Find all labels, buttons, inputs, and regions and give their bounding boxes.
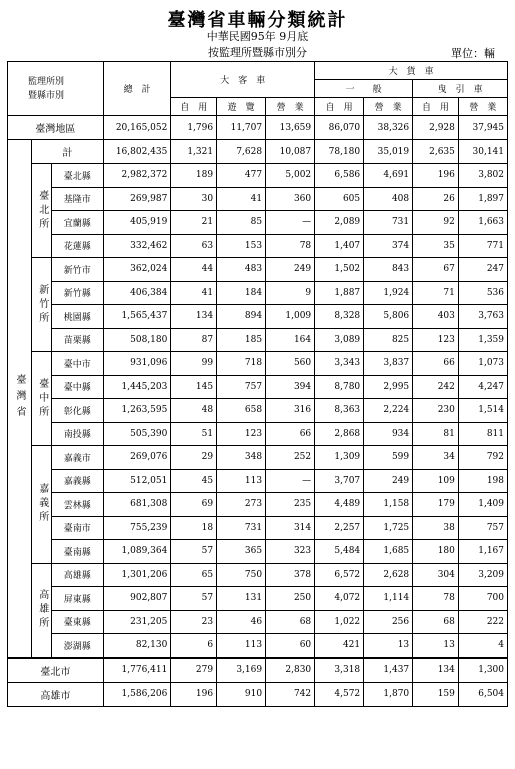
county-name: 苗栗縣: [51, 328, 103, 352]
city-value-3: 742: [266, 682, 315, 706]
unit-label: 單位：輛: [451, 47, 495, 60]
city-row: [8, 682, 508, 706]
county-name: 桃園縣: [51, 305, 103, 329]
county-value-3: 164: [266, 328, 315, 352]
county-value-1: 45: [171, 469, 217, 493]
county-value-7: 1,167: [458, 540, 507, 564]
county-value-4: 1,502: [315, 258, 364, 282]
province-total-value-6: 2,635: [413, 140, 459, 164]
city-value-7: 6,504: [458, 682, 507, 706]
county-value-0: 332,462: [103, 234, 171, 258]
county-value-6: 67: [413, 258, 459, 282]
county-value-7: 1,359: [458, 328, 507, 352]
county-value-3: 249: [266, 258, 315, 282]
county-value-6: 81: [413, 422, 459, 446]
county-value-1: 99: [171, 352, 217, 376]
county-value-6: 13: [413, 634, 459, 658]
county-row: [8, 469, 508, 493]
province-total-value-2: 7,628: [217, 140, 266, 164]
county-value-4: 3,089: [315, 328, 364, 352]
county-value-7: 536: [458, 281, 507, 305]
county-value-1: 51: [171, 422, 217, 446]
city-value-1: 279: [171, 658, 217, 683]
county-value-0: 1,565,437: [103, 305, 171, 329]
province-total-row: [8, 140, 508, 164]
county-value-3: 314: [266, 516, 315, 540]
county-value-6: 304: [413, 563, 459, 587]
city-value-2: 3,169: [217, 658, 266, 683]
taiwan-area-value-3: 13,659: [266, 116, 315, 140]
county-value-3: 360: [266, 187, 315, 211]
county-value-3: 252: [266, 446, 315, 470]
bus-tour-header: 遊 覽: [217, 98, 266, 116]
city-name: 高雄市: [8, 682, 104, 706]
county-row: [8, 234, 508, 258]
county-value-4: 3,343: [315, 352, 364, 376]
county-value-1: 69: [171, 493, 217, 517]
taiwan-area-value-6: 2,928: [413, 116, 459, 140]
county-value-5: 374: [364, 234, 413, 258]
county-value-2: 718: [217, 352, 266, 376]
county-value-5: 2,628: [364, 563, 413, 587]
county-value-3: —: [266, 211, 315, 235]
county-value-3: 316: [266, 399, 315, 423]
county-value-3: 235: [266, 493, 315, 517]
county-value-6: 180: [413, 540, 459, 564]
county-value-1: 145: [171, 375, 217, 399]
county-value-0: 406,384: [103, 281, 171, 305]
county-value-7: 757: [458, 516, 507, 540]
county-value-0: 505,390: [103, 422, 171, 446]
county-name: 臺北縣: [51, 164, 103, 188]
county-value-4: 1,022: [315, 610, 364, 634]
county-value-7: 3,802: [458, 164, 507, 188]
county-value-5: 934: [364, 422, 413, 446]
county-value-7: 3,209: [458, 563, 507, 587]
county-value-5: 2,224: [364, 399, 413, 423]
county-name: 臺東縣: [51, 610, 103, 634]
county-value-5: 731: [364, 211, 413, 235]
county-value-5: 4,691: [364, 164, 413, 188]
county-value-2: 894: [217, 305, 266, 329]
province-label: 臺灣省: [8, 140, 32, 658]
province-total-value-1: 1,321: [171, 140, 217, 164]
county-value-5: 13: [364, 634, 413, 658]
county-value-0: 931,096: [103, 352, 171, 376]
county-value-4: 8,328: [315, 305, 364, 329]
city-row: [8, 658, 508, 683]
county-name: 澎湖縣: [51, 634, 103, 658]
county-value-0: 269,076: [103, 446, 171, 470]
county-value-3: 78: [266, 234, 315, 258]
city-value-2: 910: [217, 682, 266, 706]
county-value-5: 2,995: [364, 375, 413, 399]
county-row: [8, 281, 508, 305]
county-name: 臺中市: [51, 352, 103, 376]
county-name: 雲林縣: [51, 493, 103, 517]
province-total-value-5: 35,019: [364, 140, 413, 164]
county-value-0: 1,089,364: [103, 540, 171, 564]
county-value-4: 8,363: [315, 399, 364, 423]
county-value-5: 1,685: [364, 540, 413, 564]
county-value-6: 242: [413, 375, 459, 399]
taiwan-area-value-4: 86,070: [315, 116, 364, 140]
county-value-6: 196: [413, 164, 459, 188]
county-name: 嘉義縣: [51, 469, 103, 493]
county-row: [8, 375, 508, 399]
county-value-2: 113: [217, 469, 266, 493]
county-value-2: 348: [217, 446, 266, 470]
county-value-1: 57: [171, 540, 217, 564]
city-name: 臺北市: [8, 658, 104, 683]
county-name: 新竹市: [51, 258, 103, 282]
county-value-5: 249: [364, 469, 413, 493]
county-value-2: 85: [217, 211, 266, 235]
county-row: [8, 258, 508, 282]
county-value-6: 109: [413, 469, 459, 493]
county-value-0: 755,239: [103, 516, 171, 540]
county-name: 臺南市: [51, 516, 103, 540]
county-value-4: 4,072: [315, 587, 364, 611]
city-value-7: 1,300: [458, 658, 507, 683]
county-row: [8, 634, 508, 658]
county-value-3: 378: [266, 563, 315, 587]
county-value-0: 1,263,595: [103, 399, 171, 423]
county-value-7: 198: [458, 469, 507, 493]
county-name: 屏東縣: [51, 587, 103, 611]
county-value-6: 123: [413, 328, 459, 352]
row-header-label: 監理所別 暨縣市別: [28, 76, 65, 101]
county-value-0: 269,987: [103, 187, 171, 211]
county-name: 彰化縣: [51, 399, 103, 423]
county-value-0: 231,205: [103, 610, 171, 634]
county-row: [8, 610, 508, 634]
county-value-7: 1,409: [458, 493, 507, 517]
bus-commercial-header: 營 業: [266, 98, 315, 116]
office-label: 臺北所: [31, 164, 51, 258]
office-label: 臺中所: [31, 352, 51, 446]
county-value-7: 1,073: [458, 352, 507, 376]
bus-group-header: 大 客 車: [171, 62, 315, 98]
county-value-0: 902,807: [103, 587, 171, 611]
city-value-0: 1,776,411: [103, 658, 171, 683]
county-value-1: 6: [171, 634, 217, 658]
county-value-4: 605: [315, 187, 364, 211]
county-value-1: 29: [171, 446, 217, 470]
county-row: [8, 164, 508, 188]
city-value-5: 1,870: [364, 682, 413, 706]
county-value-7: 4: [458, 634, 507, 658]
city-value-6: 159: [413, 682, 459, 706]
county-value-4: 2,257: [315, 516, 364, 540]
county-value-7: 700: [458, 587, 507, 611]
county-value-5: 1,114: [364, 587, 413, 611]
county-value-3: 250: [266, 587, 315, 611]
county-value-1: 57: [171, 587, 217, 611]
county-row: [8, 446, 508, 470]
office-label: 新竹所: [31, 258, 51, 352]
county-row: [8, 328, 508, 352]
county-value-2: 131: [217, 587, 266, 611]
county-value-6: 35: [413, 234, 459, 258]
county-value-4: 2,089: [315, 211, 364, 235]
county-value-7: 811: [458, 422, 507, 446]
county-row: [8, 540, 508, 564]
bus-private-header: 自 用: [171, 98, 217, 116]
county-value-6: 68: [413, 610, 459, 634]
county-name: 新竹縣: [51, 281, 103, 305]
county-row: [8, 399, 508, 423]
county-value-2: 477: [217, 164, 266, 188]
county-value-4: 3,707: [315, 469, 364, 493]
county-value-0: 1,445,203: [103, 375, 171, 399]
taiwan-area-value-1: 1,796: [171, 116, 217, 140]
county-value-1: 21: [171, 211, 217, 235]
county-name: 花蓮縣: [51, 234, 103, 258]
county-name: 嘉義市: [51, 446, 103, 470]
county-value-0: 405,919: [103, 211, 171, 235]
county-value-2: 46: [217, 610, 266, 634]
county-value-2: 123: [217, 422, 266, 446]
city-value-4: 4,572: [315, 682, 364, 706]
county-value-3: 394: [266, 375, 315, 399]
county-value-7: 1,514: [458, 399, 507, 423]
county-row: [8, 493, 508, 517]
province-total-value-3: 10,087: [266, 140, 315, 164]
tractor-header: 曳 引 車: [413, 80, 508, 98]
county-row: [8, 211, 508, 235]
general-truck-header: 一 般: [315, 80, 413, 98]
tractor-commercial-header: 營 業: [458, 98, 507, 116]
county-value-6: 78: [413, 587, 459, 611]
taiwan-area-value-0: 20,165,052: [103, 116, 171, 140]
county-value-2: 273: [217, 493, 266, 517]
county-value-2: 750: [217, 563, 266, 587]
county-name: 高雄縣: [51, 563, 103, 587]
county-value-3: —: [266, 469, 315, 493]
county-value-6: 179: [413, 493, 459, 517]
county-value-7: 4,247: [458, 375, 507, 399]
county-value-4: 2,868: [315, 422, 364, 446]
county-value-0: 82,130: [103, 634, 171, 658]
county-value-1: 189: [171, 164, 217, 188]
county-name: 臺中縣: [51, 375, 103, 399]
county-value-3: 9: [266, 281, 315, 305]
province-total-value-4: 78,180: [315, 140, 364, 164]
county-value-0: 2,982,372: [103, 164, 171, 188]
county-value-1: 134: [171, 305, 217, 329]
county-value-0: 512,051: [103, 469, 171, 493]
county-value-2: 113: [217, 634, 266, 658]
county-value-4: 4,489: [315, 493, 364, 517]
county-value-7: 1,663: [458, 211, 507, 235]
truck-commercial-header: 營 業: [364, 98, 413, 116]
city-value-1: 196: [171, 682, 217, 706]
county-value-0: 681,308: [103, 493, 171, 517]
county-row: [8, 352, 508, 376]
taiwan-area-value-5: 38,326: [364, 116, 413, 140]
county-value-1: 87: [171, 328, 217, 352]
county-value-4: 6,586: [315, 164, 364, 188]
page-title: 臺灣省車輛分類統計: [167, 10, 348, 31]
county-value-5: 256: [364, 610, 413, 634]
county-value-5: 1,158: [364, 493, 413, 517]
county-value-0: 362,024: [103, 258, 171, 282]
county-name: 宜蘭縣: [51, 211, 103, 235]
county-value-2: 731: [217, 516, 266, 540]
county-value-2: 185: [217, 328, 266, 352]
county-value-2: 658: [217, 399, 266, 423]
county-row: [8, 563, 508, 587]
county-row: [8, 422, 508, 446]
county-value-2: 184: [217, 281, 266, 305]
county-value-2: 365: [217, 540, 266, 564]
county-value-3: 1,009: [266, 305, 315, 329]
taiwan-area-row: [8, 116, 508, 140]
county-row: [8, 587, 508, 611]
county-value-7: 1,897: [458, 187, 507, 211]
taiwan-area-value-2: 11,707: [217, 116, 266, 140]
county-value-4: 6,572: [315, 563, 364, 587]
county-value-3: 60: [266, 634, 315, 658]
row-header-cell: [8, 62, 104, 116]
county-value-1: 48: [171, 399, 217, 423]
county-value-3: 66: [266, 422, 315, 446]
city-value-0: 1,586,206: [103, 682, 171, 706]
county-value-1: 44: [171, 258, 217, 282]
county-value-2: 41: [217, 187, 266, 211]
page-classification: 按監理所暨縣市別分: [208, 46, 307, 59]
county-row: [8, 305, 508, 329]
county-value-4: 1,407: [315, 234, 364, 258]
county-value-2: 153: [217, 234, 266, 258]
county-value-6: 403: [413, 305, 459, 329]
county-value-1: 65: [171, 563, 217, 587]
county-value-7: 3,763: [458, 305, 507, 329]
county-value-7: 771: [458, 234, 507, 258]
city-value-6: 134: [413, 658, 459, 683]
county-value-2: 757: [217, 375, 266, 399]
county-value-1: 41: [171, 281, 217, 305]
county-row: [8, 516, 508, 540]
county-value-1: 23: [171, 610, 217, 634]
county-value-0: 508,180: [103, 328, 171, 352]
office-label: 高雄所: [31, 563, 51, 658]
county-value-5: 825: [364, 328, 413, 352]
county-value-5: 408: [364, 187, 413, 211]
tractor-private-header: 自 用: [413, 98, 459, 116]
truck-group-header: 大 貨 車: [315, 62, 508, 80]
county-value-5: 843: [364, 258, 413, 282]
county-value-4: 5,484: [315, 540, 364, 564]
city-value-4: 3,318: [315, 658, 364, 683]
county-value-7: 792: [458, 446, 507, 470]
county-value-1: 30: [171, 187, 217, 211]
county-row: [8, 187, 508, 211]
county-value-0: 1,301,206: [103, 563, 171, 587]
county-value-6: 66: [413, 352, 459, 376]
county-name: 基隆市: [51, 187, 103, 211]
county-value-5: 1,924: [364, 281, 413, 305]
province-total-label: 計: [31, 140, 103, 164]
county-value-7: 247: [458, 258, 507, 282]
county-value-3: 560: [266, 352, 315, 376]
county-value-6: 26: [413, 187, 459, 211]
county-name: 南投縣: [51, 422, 103, 446]
taiwan-area-label: 臺灣地區: [8, 116, 104, 140]
county-value-5: 5,806: [364, 305, 413, 329]
county-value-6: 38: [413, 516, 459, 540]
county-value-5: 1,725: [364, 516, 413, 540]
page-date: 中華民國95年 9月底: [206, 30, 309, 43]
county-value-3: 323: [266, 540, 315, 564]
county-value-6: 34: [413, 446, 459, 470]
county-value-6: 92: [413, 211, 459, 235]
county-value-4: 1,887: [315, 281, 364, 305]
city-value-3: 2,830: [266, 658, 315, 683]
county-value-3: 68: [266, 610, 315, 634]
office-label: 嘉義所: [31, 446, 51, 564]
province-total-value-7: 30,141: [458, 140, 507, 164]
county-value-4: 8,780: [315, 375, 364, 399]
county-value-4: 1,309: [315, 446, 364, 470]
province-total-value-0: 16,802,435: [103, 140, 171, 164]
city-value-5: 1,437: [364, 658, 413, 683]
county-value-5: 3,837: [364, 352, 413, 376]
county-value-6: 230: [413, 399, 459, 423]
county-value-1: 18: [171, 516, 217, 540]
county-value-2: 483: [217, 258, 266, 282]
county-value-1: 63: [171, 234, 217, 258]
county-value-6: 71: [413, 281, 459, 305]
truck-private-header: 自 用: [315, 98, 364, 116]
county-name: 臺南縣: [51, 540, 103, 564]
vehicle-statistics-table: [7, 61, 508, 707]
total-header: 總 計: [103, 62, 171, 116]
county-value-3: 5,002: [266, 164, 315, 188]
county-value-4: 421: [315, 634, 364, 658]
county-value-7: 222: [458, 610, 507, 634]
taiwan-area-value-7: 37,945: [458, 116, 507, 140]
county-value-5: 599: [364, 446, 413, 470]
